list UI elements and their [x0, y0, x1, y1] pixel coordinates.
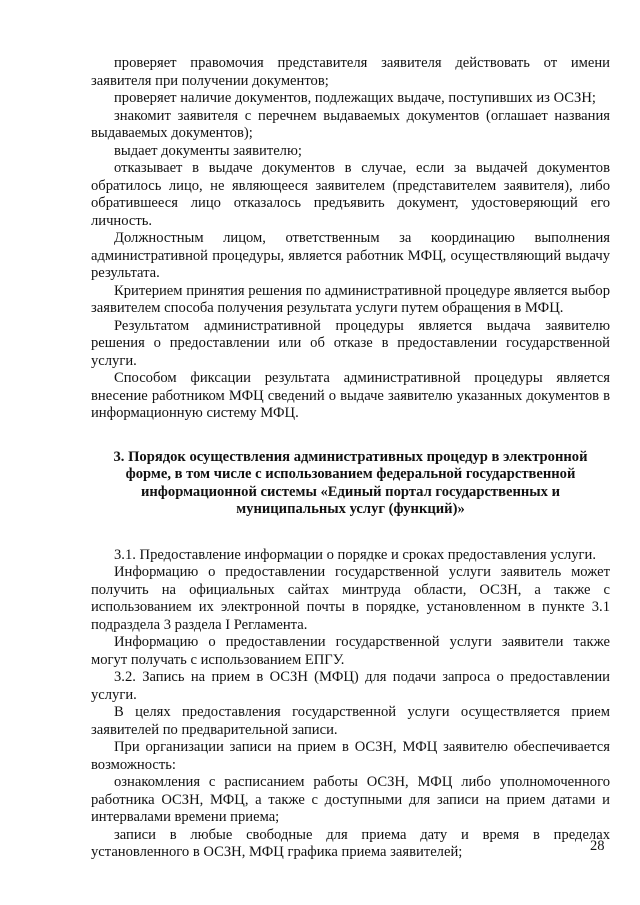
paragraphs-bottom: [91, 547, 610, 862]
paragraph: проверяет наличие документов, подлежащих выдаче, поступивших из ОСЗН;: [114, 90, 596, 106]
page-number: 28: [590, 838, 605, 854]
paragraph: Результатом административной процедуры является выдача заявителю решения о предоставлении или об отказе в предоставлении государственной услуги.: [91, 317, 610, 369]
paragraphs-top: [91, 55, 610, 423]
paragraph: При организации записи на прием в ОСЗН, МФЦ заявителю обеспечивается возможность:: [91, 739, 610, 773]
paragraph: Способом фиксации результата административной процедуры является внесение работником МФЦ сведений о выдаче заявителю указанных документов в информационную систему МФЦ.: [91, 370, 610, 421]
section-heading: 3. Порядок осуществления административных процедур в электронной форме, в том числе с использованием федеральной государственной информационной системы «Единый портал государственных и муниципальных услуг (функций)»: [113, 448, 588, 517]
document-page: [91, 55, 610, 862]
paragraph: Информацию о предоставлении государственной услуги заявители также могут получать с использованием ЕПГУ.: [91, 634, 610, 668]
paragraph: Критерием принятия решения по административной процедуре является выбор заявителем способа получения результата услуги путем обращения в МФЦ.: [91, 282, 610, 316]
paragraph: 3.2. Запись на прием в ОСЗН (МФЦ) для подачи запроса о предоставлении услуги.: [91, 669, 610, 703]
paragraph: Должностным лицом, ответственным за координацию выполнения административной процедуры, является работник МФЦ, осуществляющий выдачу результата.: [91, 230, 610, 281]
paragraph: выдает документы заявителю;: [114, 142, 302, 159]
paragraph: ознакомления с расписанием работы ОСЗН, МФЦ либо уполномоченного работника ОСЗН, МФЦ, а также с доступными для записи на прием датами и интервалами времени приема;: [91, 774, 610, 825]
paragraph: записи в любые свободные для приема дату и время в пределах установленного в ОСЗН, МФЦ графика приема заявителей;: [91, 826, 610, 860]
paragraph: проверяет правомочия представителя заявителя действовать от имени заявителя при получении документов;: [91, 55, 610, 89]
paragraph: В целях предоставления государственной услуги осуществляется прием заявителей по предварительной записи.: [91, 704, 610, 738]
paragraph: отказывает в выдаче документов в случае, если за выдачей документов обратилось лицо, не являющееся заявителем (представителем заявителя), либо обратившееся лицо отказалось предъявить документ, удостоверяющий его личность.: [91, 160, 610, 229]
paragraph: 3.1. Предоставление информации о порядке и сроках предоставления услуги.: [114, 546, 596, 563]
paragraph: Информацию о предоставлении государственной услуги заявитель может получить на официальных сайтах минтруда области, ОСЗН, а также с использованием их электронной почты в порядке, установленном в пункте 3.1 подраздела 3 раздела I Регламента.: [91, 564, 610, 633]
paragraph: знакомит заявителя с перечнем выдаваемых документов (оглашает названия выдаваемых документов);: [91, 107, 610, 141]
